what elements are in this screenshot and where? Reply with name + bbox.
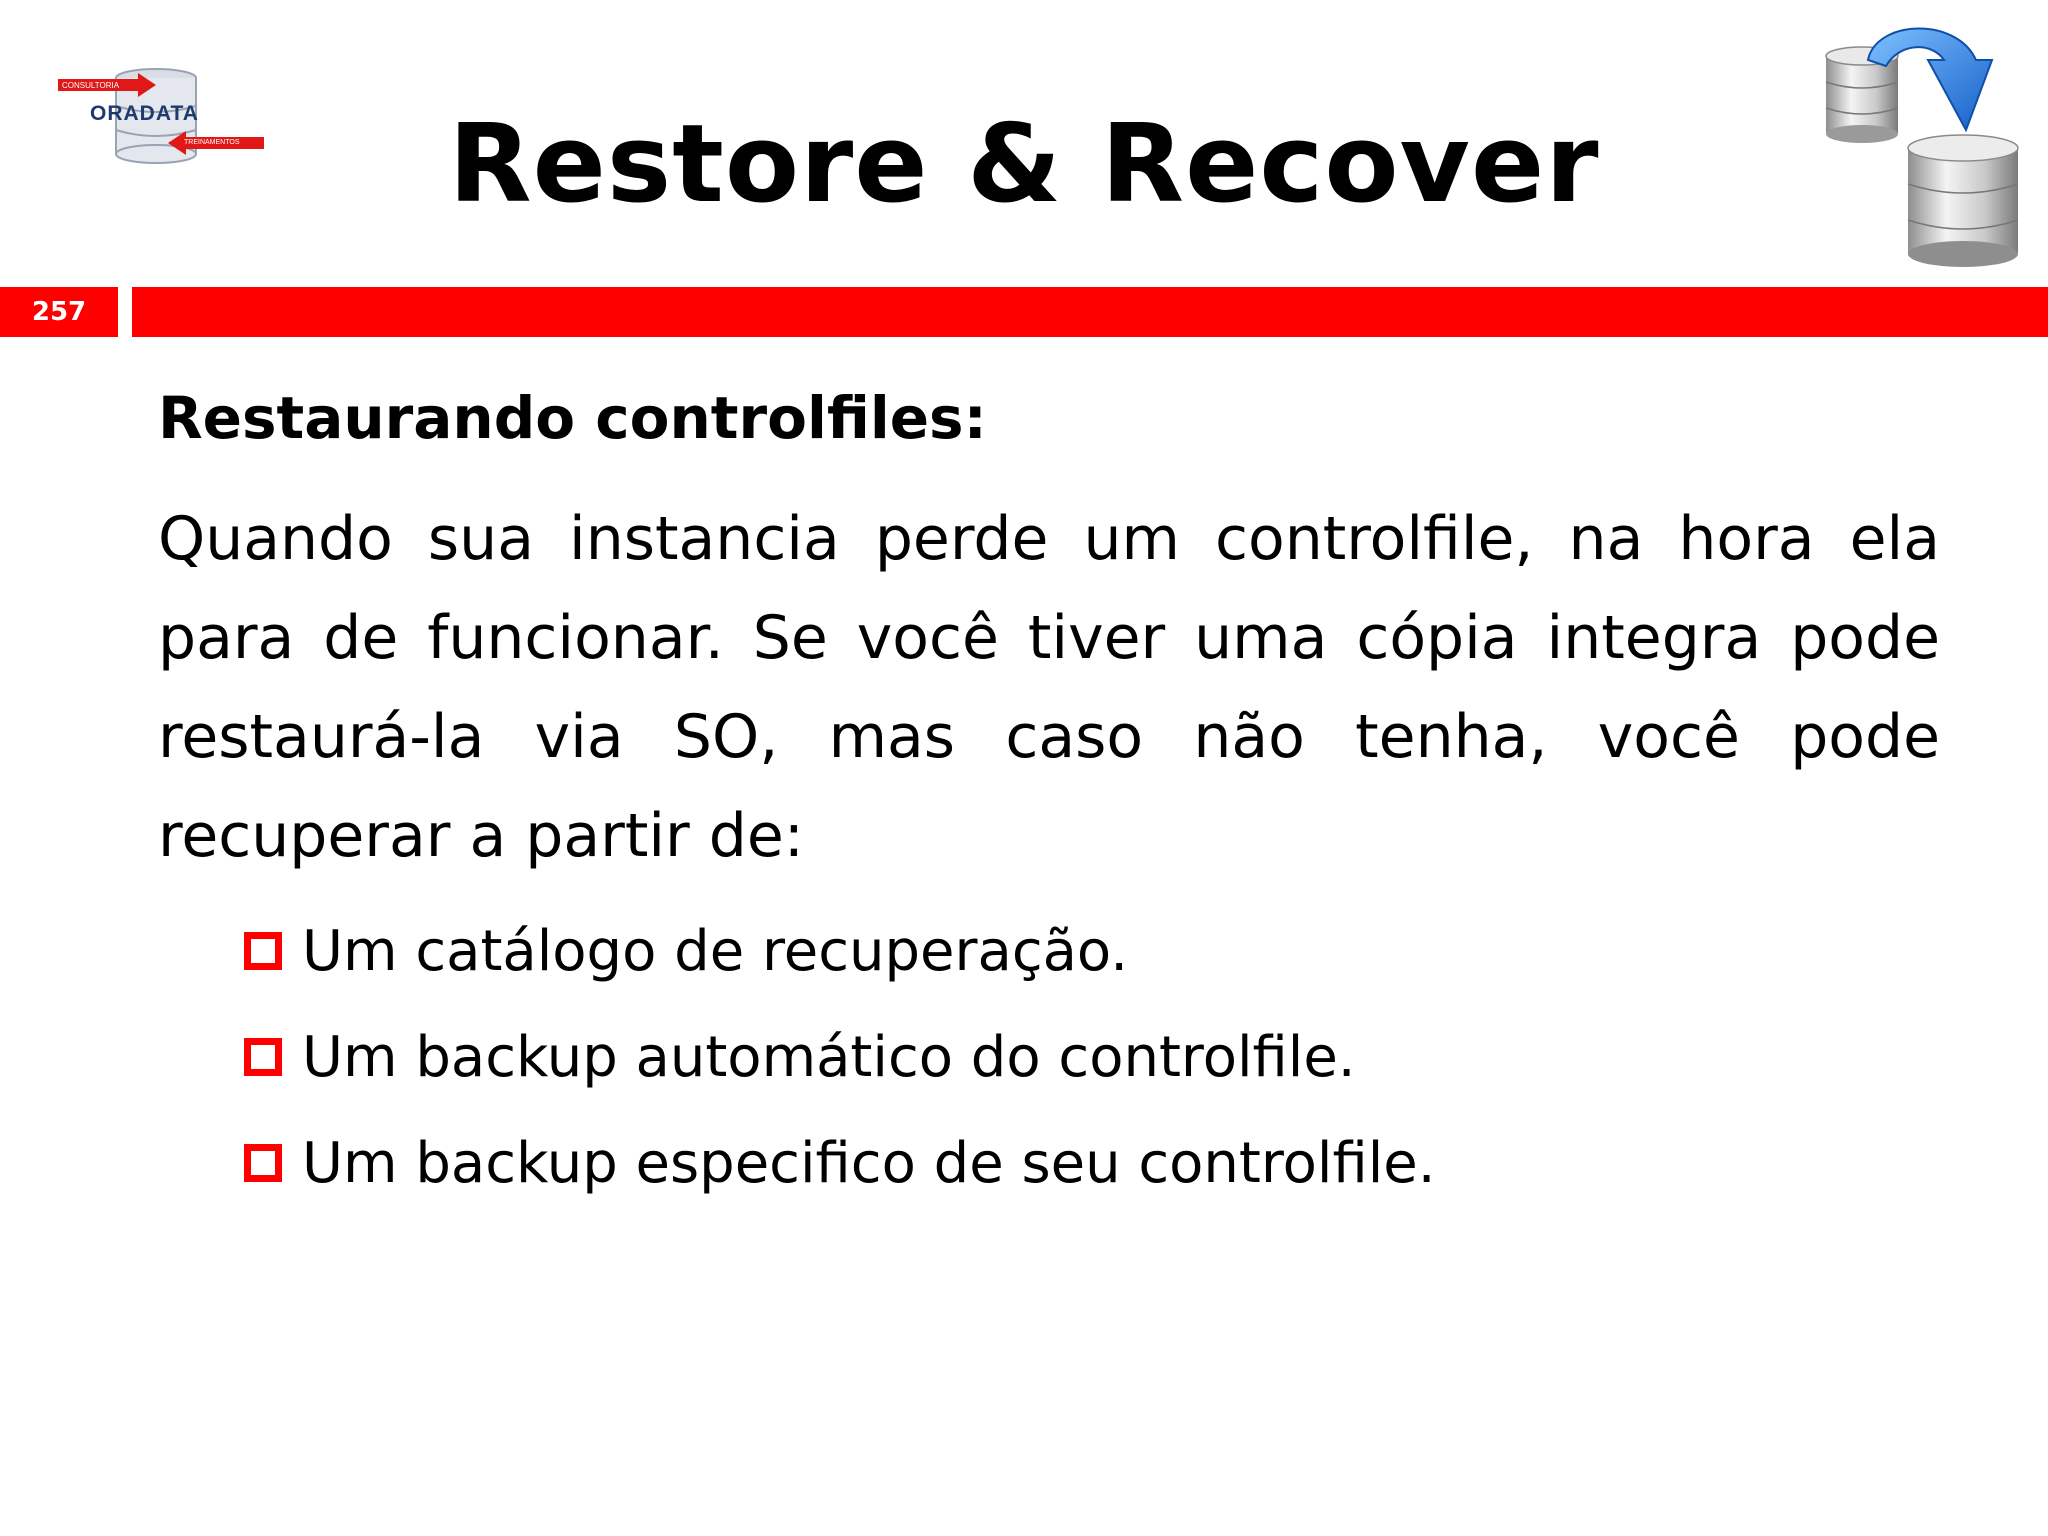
square-bullet-icon xyxy=(244,1038,282,1076)
header-divider-bar xyxy=(132,287,2048,337)
square-bullet-icon xyxy=(244,932,282,970)
logo-tag-consultoria: CONSULTORIA xyxy=(62,81,120,90)
body-paragraph: Quando sua instancia perde um controlfile, na hora ela para de funcionar. Se você tiver uma cópia integra pode restaurá-la via SO, mas caso não tenha, você pode recuperar a partir de: xyxy=(158,504,1940,871)
bullet-text: Um backup especifico de seu controlfile. xyxy=(302,1130,1436,1196)
slide-title: Restore & Recover xyxy=(448,102,1600,227)
list-item xyxy=(244,1110,1436,1216)
list-item xyxy=(244,1004,1436,1110)
logo-tag-treinamentos: TREINAMENTOS xyxy=(184,139,240,146)
slide-number: 257 xyxy=(0,287,118,337)
bullet-list xyxy=(244,898,1436,1216)
logo-name: ORADATA xyxy=(90,102,199,125)
database-restore-icon xyxy=(1816,20,2026,270)
bullet-text: Um backup automático do controlfile. xyxy=(302,1024,1356,1090)
section-heading: Restaurando controlfiles: xyxy=(158,384,987,452)
square-bullet-icon xyxy=(244,1144,282,1182)
bullet-text: Um catálogo de recuperação. xyxy=(302,918,1128,984)
list-item xyxy=(244,898,1436,1004)
large-database-stack xyxy=(1908,135,2018,267)
